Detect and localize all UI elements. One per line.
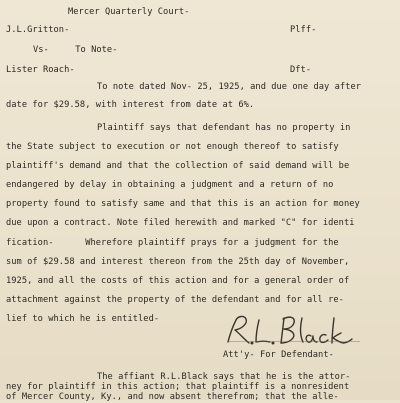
body-line: plaintiff's demand and that the collection of said demand will be xyxy=(6,161,350,171)
body-line: 1925, and all the costs of this action and for a general order of xyxy=(6,276,350,286)
defendant-name: Lister Roach- xyxy=(6,65,75,75)
plaintiff-role: Plff- xyxy=(290,25,317,35)
plaintiff-name: J.L.Gritton- xyxy=(6,25,70,35)
affidavit-line: of Mercer County, Ky., and now absent therefrom; that the alle- xyxy=(6,392,339,402)
body-line: endangered by delay in obtaining a judgment and a return of no xyxy=(6,180,334,190)
body-line: To note dated Nov- 25, 1925, and due one day after xyxy=(97,82,362,92)
affidavit-line: The affiant R.L.Black says that he is the attor- xyxy=(97,372,351,382)
defendant-role: Dft- xyxy=(290,65,312,75)
body-line: property found to satisfy same and that this is an action for money xyxy=(6,199,360,209)
signature-line xyxy=(228,341,360,342)
body-line: sum of $29.58 and interest thereon from the 25th day of November, xyxy=(6,257,350,267)
body-line: fication- Wherefore plaintiff prays for a judgment for the xyxy=(6,238,339,248)
body-line: Plaintiff says that defendant has no property in xyxy=(97,123,351,133)
body-line: the State subject to execution or not enough thereof to satisfy xyxy=(6,142,339,152)
body-line: attachment against the property of the defendant and for all re- xyxy=(6,295,344,305)
body-line: date for $29.58, with interest from date at 6%. xyxy=(6,100,255,110)
versus-line: Vs- To Note- xyxy=(33,45,118,55)
court-heading: Mercer Quarterly Court- xyxy=(68,7,190,17)
body-line: lief to which he is entitled- xyxy=(6,314,160,324)
body-line: due upon a contract. Note filed herewith and marked "C" for identi xyxy=(6,218,355,228)
affidavit-line: ney for plaintiff in this action; that plaintiff is a nonresident xyxy=(6,382,350,392)
attorney-line: Att'y- For Defendant- xyxy=(223,350,334,360)
